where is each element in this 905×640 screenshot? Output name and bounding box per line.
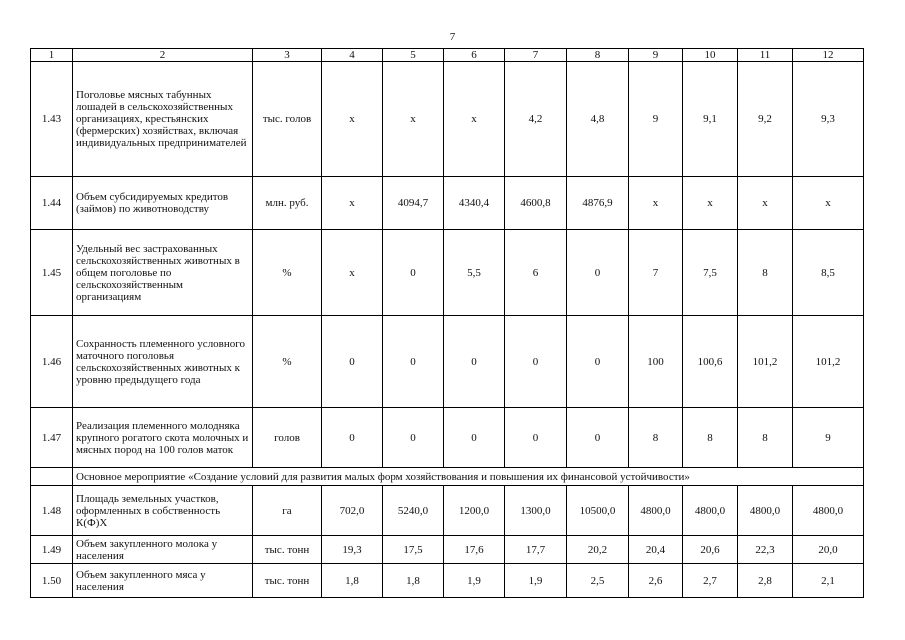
unit-cell: тыс. тонн (253, 536, 322, 564)
value-cell: 101,2 (738, 316, 793, 408)
value-cell: 9,1 (683, 62, 738, 177)
table-row (31, 408, 864, 468)
value-cell: x (383, 62, 444, 177)
value-cell: 0 (505, 316, 567, 408)
header-cell: 1 (31, 49, 73, 62)
value-cell: 8 (738, 408, 793, 468)
value-cell: 4800,0 (629, 486, 683, 536)
value-cell: x (738, 177, 793, 230)
value-cell: 1,9 (444, 564, 505, 598)
table-row (31, 177, 864, 230)
row-number: 1.43 (31, 62, 73, 177)
value-cell: x (444, 62, 505, 177)
value-cell: 0 (567, 230, 629, 316)
unit-cell: % (253, 316, 322, 408)
unit-cell: га (253, 486, 322, 536)
value-cell: 8 (738, 230, 793, 316)
value-cell: 4094,7 (383, 177, 444, 230)
row-number: 1.49 (31, 536, 73, 564)
value-cell: 100,6 (683, 316, 738, 408)
header-cell: 2 (73, 49, 253, 62)
header-cell: 7 (505, 49, 567, 62)
page-number: 7 (449, 31, 456, 43)
value-cell: 0 (505, 408, 567, 468)
value-cell: 2,5 (567, 564, 629, 598)
value-cell: 0 (444, 408, 505, 468)
value-cell: 20,0 (793, 536, 864, 564)
value-cell: 20,2 (567, 536, 629, 564)
row-number: 1.50 (31, 564, 73, 598)
indicator-name: Площадь земельных участков, оформленных в собственность К(Ф)Х (73, 486, 253, 536)
value-cell: 0 (567, 316, 629, 408)
value-cell: 0 (444, 316, 505, 408)
value-cell: 0 (322, 316, 383, 408)
value-cell: 4340,4 (444, 177, 505, 230)
unit-cell: млн. руб. (253, 177, 322, 230)
value-cell: 1,8 (383, 564, 444, 598)
value-cell: 9,2 (738, 62, 793, 177)
indicator-name: Поголовье мясных табунных лошадей в сельскохозяйственных организациях, крестьянских (фермерских) хозяйствах, включая индивидуальных предпринимателей (73, 62, 253, 177)
value-cell: x (322, 177, 383, 230)
value-cell: 0 (383, 316, 444, 408)
header-cell: 9 (629, 49, 683, 62)
value-cell: 4876,9 (567, 177, 629, 230)
value-cell: 8 (683, 408, 738, 468)
value-cell: 22,3 (738, 536, 793, 564)
table-row (31, 62, 864, 177)
value-cell: 8 (629, 408, 683, 468)
value-cell: 2,1 (793, 564, 864, 598)
value-cell: 8,5 (793, 230, 864, 316)
value-cell: 17,5 (383, 536, 444, 564)
unit-cell: тыс. голов (253, 62, 322, 177)
value-cell: 20,6 (683, 536, 738, 564)
indicator-name: Реализация племенного молодняка крупного рогатого скота молочных и мясных пород на 100 голов маток (73, 408, 253, 468)
section-empty-cell (31, 468, 73, 486)
header-cell: 5 (383, 49, 444, 62)
table-row (31, 230, 864, 316)
header-cell: 10 (683, 49, 738, 62)
value-cell: 1,9 (505, 564, 567, 598)
row-number: 1.45 (31, 230, 73, 316)
value-cell: 9 (629, 62, 683, 177)
value-cell: 5,5 (444, 230, 505, 316)
value-cell: 1,8 (322, 564, 383, 598)
value-cell: 5240,0 (383, 486, 444, 536)
header-cell: 8 (567, 49, 629, 62)
value-cell: 702,0 (322, 486, 383, 536)
indicator-name: Объем закупленного молока у населения (73, 536, 253, 564)
value-cell: 9,3 (793, 62, 864, 177)
value-cell: x (322, 62, 383, 177)
value-cell: 101,2 (793, 316, 864, 408)
value-cell: 4600,8 (505, 177, 567, 230)
value-cell: 0 (567, 408, 629, 468)
unit-cell: % (253, 230, 322, 316)
value-cell: 4800,0 (683, 486, 738, 536)
row-number: 1.46 (31, 316, 73, 408)
value-cell: 0 (383, 230, 444, 316)
value-cell: 4800,0 (793, 486, 864, 536)
value-cell: 19,3 (322, 536, 383, 564)
value-cell: 7 (629, 230, 683, 316)
value-cell: 4,8 (567, 62, 629, 177)
table-row (31, 564, 864, 598)
header-cell: 11 (738, 49, 793, 62)
value-cell: 100 (629, 316, 683, 408)
value-cell: 2,7 (683, 564, 738, 598)
indicators-table (30, 48, 864, 598)
section-title: Основное мероприятие «Создание условий для развития малых форм хозяйствования и повышения их финансовой устойчивости» (73, 468, 864, 486)
row-number: 1.47 (31, 408, 73, 468)
header-cell: 3 (253, 49, 322, 62)
indicator-name: Сохранность племенного условного маточного поголовья сельскохозяйственных животных к уровню предыдущего года (73, 316, 253, 408)
row-number: 1.48 (31, 486, 73, 536)
indicator-name: Удельный вес застрахованных сельскохозяйственных животных в общем поголовье по сельскохозяйственным организациям (73, 230, 253, 316)
value-cell: 0 (322, 408, 383, 468)
header-cell: 6 (444, 49, 505, 62)
value-cell: 17,7 (505, 536, 567, 564)
header-cell: 4 (322, 49, 383, 62)
header-row (31, 49, 864, 62)
value-cell: x (793, 177, 864, 230)
section-row (31, 468, 864, 486)
value-cell: 17,6 (444, 536, 505, 564)
value-cell: 7,5 (683, 230, 738, 316)
value-cell: 2,6 (629, 564, 683, 598)
table-row (31, 316, 864, 408)
value-cell: x (683, 177, 738, 230)
value-cell: 9 (793, 408, 864, 468)
table-row (31, 486, 864, 536)
value-cell: 1300,0 (505, 486, 567, 536)
value-cell: x (322, 230, 383, 316)
unit-cell: голов (253, 408, 322, 468)
row-number: 1.44 (31, 177, 73, 230)
value-cell: 1200,0 (444, 486, 505, 536)
value-cell: x (629, 177, 683, 230)
indicator-name: Объем субсидируемых кредитов (займов) по животноводству (73, 177, 253, 230)
value-cell: 2,8 (738, 564, 793, 598)
value-cell: 10500,0 (567, 486, 629, 536)
value-cell: 6 (505, 230, 567, 316)
value-cell: 20,4 (629, 536, 683, 564)
header-cell: 12 (793, 49, 864, 62)
table-row (31, 536, 864, 564)
value-cell: 4,2 (505, 62, 567, 177)
value-cell: 4800,0 (738, 486, 793, 536)
indicator-name: Объем закупленного мяса у населения (73, 564, 253, 598)
value-cell: 0 (383, 408, 444, 468)
unit-cell: тыс. тонн (253, 564, 322, 598)
